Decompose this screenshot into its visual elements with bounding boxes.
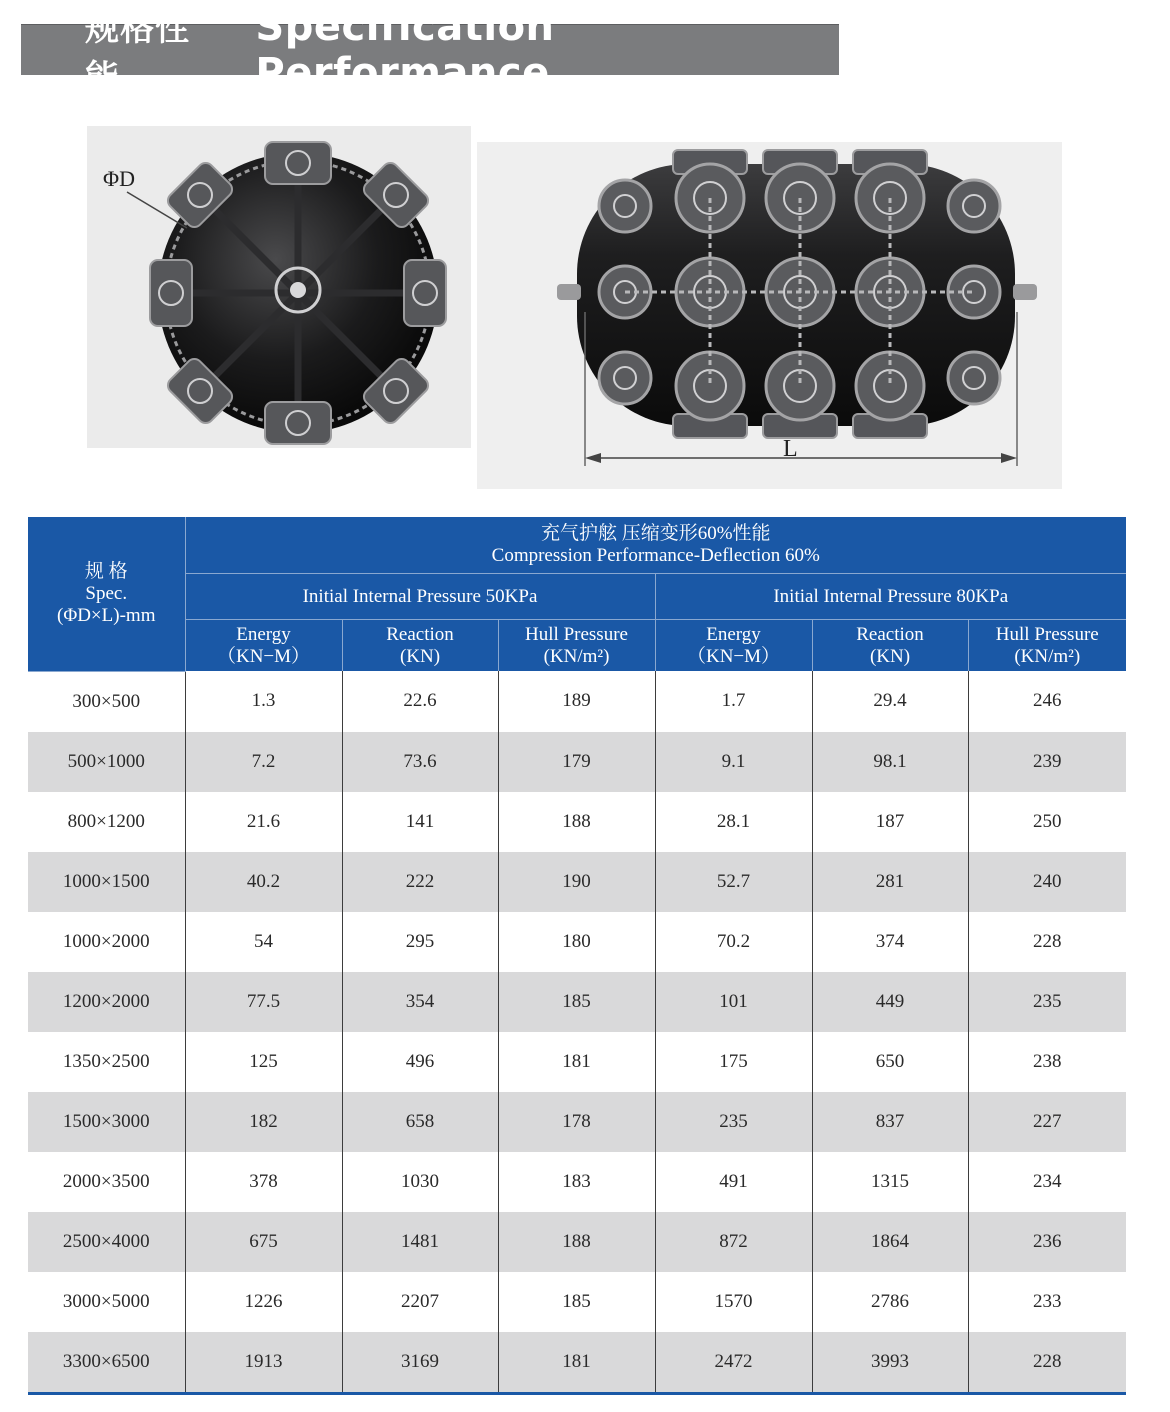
hull-pressure-80-header: Hull Pressure (KN/m²): [968, 620, 1126, 672]
reaction-50-cell: 222: [342, 852, 498, 912]
hull-pressure-50-cell: 181: [498, 1032, 655, 1092]
hull-pressure-50-cell: 181: [498, 1332, 655, 1394]
hull-pressure-80-cell: 228: [968, 1332, 1126, 1394]
table-row: [28, 1032, 1126, 1092]
reaction-80-cell: 187: [812, 792, 968, 852]
table-row: [28, 1272, 1126, 1332]
reaction-50-cell: 658: [342, 1092, 498, 1152]
hull-pressure-50-cell: 189: [498, 671, 655, 732]
energy-50-cell: 182: [185, 1092, 342, 1152]
reaction-80-cell: 29.4: [812, 671, 968, 732]
energy-80-cell: 1.7: [655, 671, 812, 732]
energy-80-cell: 491: [655, 1152, 812, 1212]
reaction-80-cell: 2786: [812, 1272, 968, 1332]
spec-header-unit: (ΦD×L)-mm: [57, 604, 156, 626]
reaction-80-cell: 650: [812, 1032, 968, 1092]
fender-end-view-photo: [87, 126, 471, 448]
reaction-80-cell: 449: [812, 972, 968, 1032]
hull-pressure-50-cell: 183: [498, 1152, 655, 1212]
energy-50-cell: 675: [185, 1212, 342, 1272]
energy-50-cell: 378: [185, 1152, 342, 1212]
spec-cell: 2500×4000: [28, 1212, 185, 1272]
spec-header-zh: 规 格: [84, 560, 128, 582]
energy-80-cell: 9.1: [655, 732, 812, 792]
hull-pressure-80-cell: 233: [1033, 1290, 1062, 1312]
compression-header-zh: 充气护舷 压缩变形60%性能: [540, 523, 771, 544]
compression-header: [185, 517, 1126, 574]
hull-pressure-80-cell: 228: [1033, 930, 1062, 952]
section-banner: [21, 3, 839, 98]
table-row: [28, 852, 1126, 912]
energy-80-header: Energy （KN−M）: [655, 620, 812, 672]
spec-cell: 1000×2000: [28, 912, 185, 972]
hull-pressure-80-cell: 239: [968, 732, 1126, 792]
fender-side-view-photo: [477, 142, 1062, 489]
pressure-50-header: Initial Internal Pressure 50KPa: [185, 574, 655, 620]
spec-header-en: Spec.: [85, 582, 128, 604]
table-row: [28, 1152, 1126, 1212]
energy-80-cell: 28.1: [655, 792, 812, 852]
energy-80-cell: 101: [655, 972, 812, 1032]
reaction-50-cell: 141: [342, 792, 498, 852]
spec-cell: 1350×2500: [28, 1032, 185, 1092]
spec-cell: 3300×6500: [28, 1332, 185, 1394]
reaction-80-cell: 3993: [812, 1332, 968, 1394]
reaction-50-cell: 295: [342, 912, 498, 972]
table-row: [28, 732, 1126, 792]
table-body: [28, 671, 1126, 1393]
energy-80-cell: 52.7: [655, 852, 812, 912]
energy-50-cell: 1226: [185, 1272, 342, 1332]
hull-pressure-80-cell: 234: [1033, 1170, 1062, 1192]
energy-50-cell: 77.5: [185, 972, 342, 1032]
energy-50-cell: 21.6: [185, 792, 342, 852]
reaction-50-cell: 73.6: [342, 732, 498, 792]
table-row: [28, 1092, 1126, 1152]
hull-pressure-50-cell: 188: [498, 1212, 655, 1272]
table-row: [28, 1332, 1126, 1394]
hull-pressure-80-cell: 227: [968, 1092, 1126, 1152]
pressure-80-header: Initial Internal Pressure 80KPa: [655, 574, 1126, 620]
fender-end-view-illustration: [87, 126, 471, 448]
table-row: [28, 912, 1126, 972]
reaction-50-cell: 3169: [342, 1332, 498, 1394]
length-label: L: [783, 436, 798, 462]
specification-table: [28, 517, 1126, 1395]
hull-pressure-80-cell: 240: [968, 852, 1126, 912]
reaction-80-cell: 1864: [812, 1212, 968, 1272]
reaction-50-cell: 1030: [342, 1152, 498, 1212]
diameter-label: ΦD: [103, 166, 135, 191]
reaction-50-cell: 354: [342, 972, 498, 1032]
hull-pressure-50-cell: 190: [498, 852, 655, 912]
reaction-80-cell: 374: [812, 912, 968, 972]
spec-cell: 1000×1500: [28, 852, 185, 912]
table-row: [28, 972, 1126, 1032]
energy-50-cell: 40.2: [185, 852, 342, 912]
energy-50-header: Energy （KN−M）: [185, 620, 342, 672]
energy-50-cell: 54: [185, 912, 342, 972]
reaction-80-header: Reaction (KN): [812, 620, 968, 672]
energy-80-cell: 70.2: [655, 912, 812, 972]
energy-80-cell: 1570: [655, 1272, 812, 1332]
compression-header-en: Compression Performance-Deflection 60%: [491, 545, 820, 566]
spec-cell: 1200×2000: [28, 972, 185, 1032]
spec-cell: 3000×5000: [28, 1272, 185, 1332]
hull-pressure-50-cell: 185: [498, 1272, 655, 1332]
hull-pressure-80-cell: 236: [968, 1212, 1126, 1272]
reaction-50-cell: 496: [342, 1032, 498, 1092]
reaction-50-cell: 22.6: [342, 671, 498, 732]
hull-pressure-80-cell: 246: [1033, 690, 1062, 712]
energy-50-cell: 7.2: [185, 732, 342, 792]
spec-cell: 500×1000: [28, 732, 185, 792]
energy-80-cell: 235: [655, 1092, 812, 1152]
energy-80-cell: 2472: [655, 1332, 812, 1394]
reaction-80-cell: 98.1: [812, 732, 968, 792]
banner-title-zh: 规格性能: [85, 8, 190, 98]
spec-cell: 300×500: [28, 671, 185, 732]
reaction-50-header: Reaction (KN): [342, 620, 498, 672]
table-row: [28, 671, 1126, 732]
hull-pressure-50-header: Hull Pressure (KN/m²): [498, 620, 655, 672]
hull-pressure-50-cell: 185: [498, 972, 655, 1032]
hull-pressure-50-cell: 179: [498, 732, 655, 792]
table-row: [28, 792, 1126, 852]
energy-50-cell: 1.3: [185, 671, 342, 732]
energy-80-cell: 872: [655, 1212, 812, 1272]
energy-50-cell: 125: [185, 1032, 342, 1092]
spec-header: [28, 517, 185, 671]
hull-pressure-80-cell: 238: [1033, 1050, 1062, 1072]
reaction-80-cell: 281: [812, 852, 968, 912]
reaction-80-cell: 837: [812, 1092, 968, 1152]
reaction-80-cell: 1315: [812, 1152, 968, 1212]
energy-80-cell: 175: [655, 1032, 812, 1092]
table-row: [28, 1212, 1126, 1272]
hull-pressure-50-cell: 178: [498, 1092, 655, 1152]
hull-pressure-50-cell: 188: [498, 792, 655, 852]
spec-cell: 800×1200: [28, 792, 185, 852]
banner-title-en: Specification Performance: [255, 3, 555, 96]
hull-pressure-80-cell: 250: [1033, 810, 1062, 832]
spec-cell: 1500×3000: [28, 1092, 185, 1152]
reaction-50-cell: 2207: [342, 1272, 498, 1332]
fender-side-view-illustration: [477, 142, 1062, 489]
reaction-50-cell: 1481: [342, 1212, 498, 1272]
hull-pressure-80-cell: 235: [968, 972, 1126, 1032]
hull-pressure-50-cell: 180: [498, 912, 655, 972]
energy-50-cell: 1913: [185, 1332, 342, 1394]
spec-cell: 2000×3500: [28, 1152, 185, 1212]
